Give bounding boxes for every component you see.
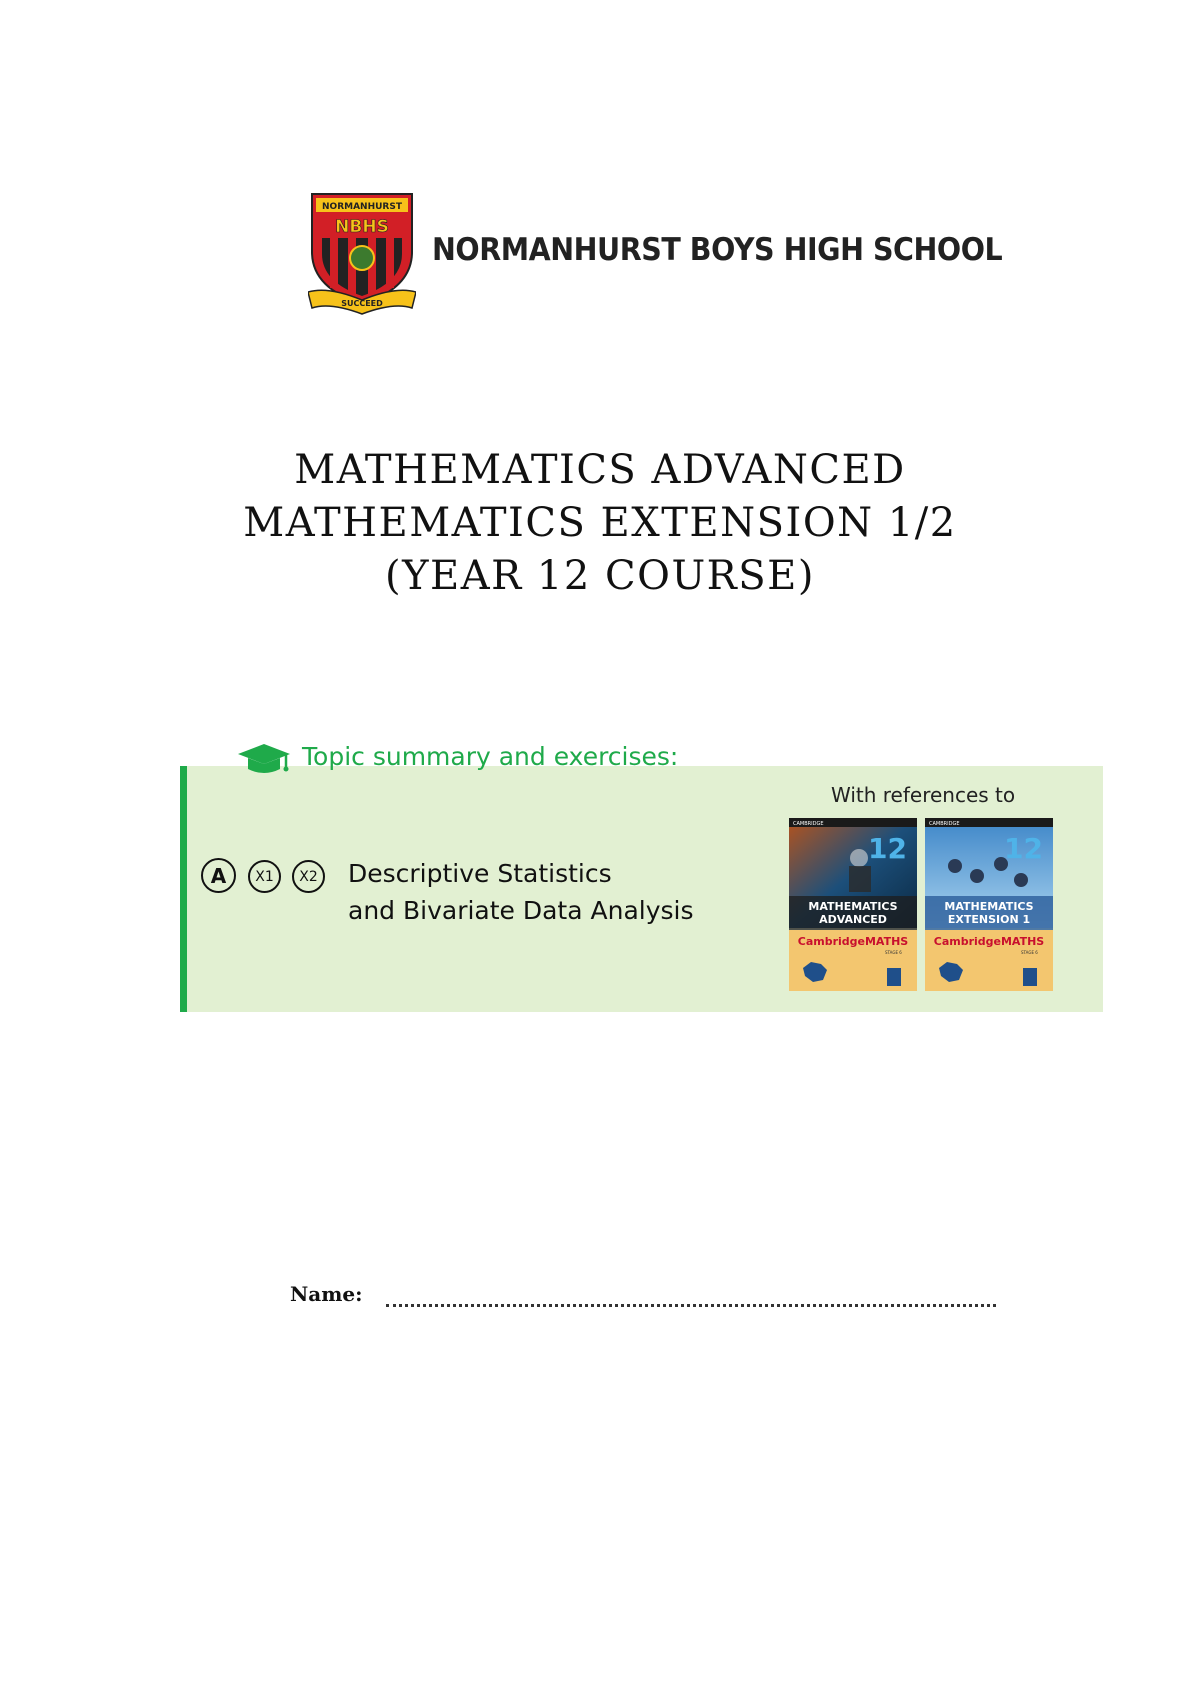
book-stage: STAGE 6: [1021, 950, 1038, 955]
course-title: [0, 444, 1200, 603]
badge-extension-1: X1: [248, 860, 281, 893]
book-cover-mathematics-extension-1: [925, 818, 1053, 991]
badge-advanced: A: [201, 858, 236, 893]
school-name: NORMANHURST BOYS HIGH SCHOOL: [432, 232, 1003, 268]
book-series: CambridgeMATHS: [797, 935, 909, 948]
book-title-line2: EXTENSION 1: [947, 913, 1031, 926]
topic-title-line1: Descriptive Statistics: [348, 859, 612, 888]
name-label: Name:: [290, 1282, 363, 1306]
book-year: 12: [868, 832, 907, 865]
book-year: 12: [1004, 832, 1043, 865]
book-publisher: CAMBRIDGE: [929, 821, 960, 827]
crest-motto: SUCCEED: [341, 299, 383, 308]
book-title-line1: MATHEMATICS: [808, 900, 898, 913]
references-label: With references to: [831, 783, 1016, 807]
graduation-cap-icon: [236, 742, 292, 778]
course-title-line3: (YEAR 12 COURSE): [385, 553, 815, 599]
book-stage: STAGE 6: [885, 950, 902, 955]
book-cover-mathematics-advanced: [789, 818, 917, 991]
topic-heading: Topic summary and exercises:: [302, 742, 679, 771]
school-crest-logo: [308, 188, 416, 318]
book-title-line1: MATHEMATICS: [944, 900, 1034, 913]
crest-initials: NBHS: [335, 217, 389, 237]
book-publisher: CAMBRIDGE: [793, 821, 824, 827]
crest-top-text: NORMANHURST: [322, 202, 402, 212]
topic-title-line2: and Bivariate Data Analysis: [348, 896, 694, 925]
book-series: CambridgeMATHS: [933, 935, 1045, 948]
course-title-line2: MATHEMATICS EXTENSION 1/2: [243, 500, 957, 546]
name-field-line[interactable]: [386, 1304, 996, 1307]
badge-extension-2: X2: [292, 860, 325, 893]
book-title-line2: ADVANCED: [819, 913, 887, 926]
topic-title: [348, 855, 694, 929]
course-title-line1: MATHEMATICS ADVANCED: [294, 447, 906, 493]
